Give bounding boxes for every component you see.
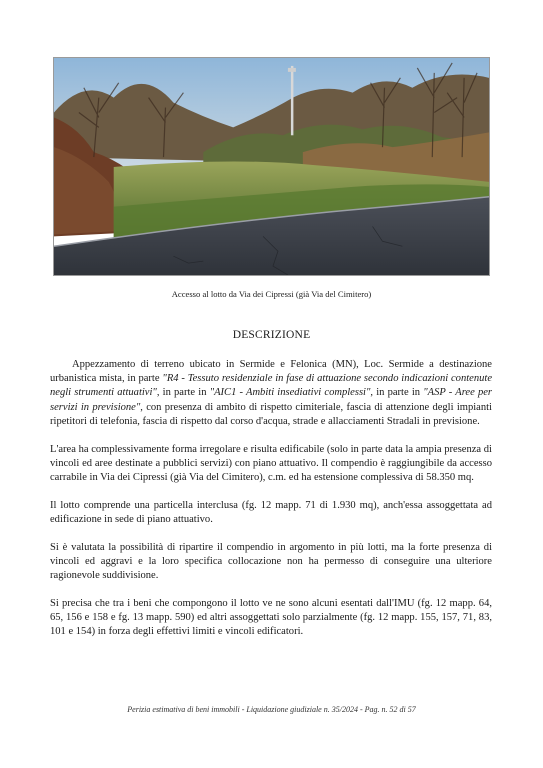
paragraph-parcel: Il lotto comprende una particella interclusa (fg. 12 mapp. 71 di 1.930 mq), anch'essa assoggettata ad edificazione in sede di piano attuativo. bbox=[50, 499, 492, 525]
description-body bbox=[50, 358, 492, 653]
landscape-photo bbox=[54, 58, 489, 275]
paragraph-imu: Si precisa che tra i beni che compongono il lotto ve ne sono alcuni esentati dall'IMU (fg. 12 mapp. 64, 65, 156 e 158 e fg. 13 mapp. 590) ed altri assoggettati solo parzialmente (fg. 12 mapp. 155, 157, 71, 83, 101 e 154) in forza degli effettivi limiti e vincoli edificatori. bbox=[50, 597, 492, 638]
paragraph-location: Appezzamento di terreno ubicato in Sermide e Felonica (MN), Loc. Sermide a destinazione urbanistica mista, in parte "R4 - Tessuto residenziale in fase di attuazione secondo indicazioni contenute negli strumenti attuativi", in parte in "AIC1 - Ambiti insediativi complessi", in parte in "ASP - Aree per servizi in previsione", con presenza di ambito di rispetto cimiteriale, fascia di attenzione degli impianti ripetitori di telefonia, fascia di rispetto dal corso d'acqua, strade e allacciamenti Stradali in previsione. bbox=[50, 359, 493, 427]
page-footer: Perizia estimativa di beni immobili - Liquidazione giudiziale n. 35/2024 - Pag. n. 52 di 57 bbox=[127, 705, 416, 714]
paragraph-area: L'area ha complessivamente forma irregolare e risulta edificabile (solo in parte data la ampia presenza di vincoli ed aree destinate a pubblici servizi) con piano attuativo. Il compendio è raggiungibile da accesso carrabile in Via dei Cipressi (già Via del Cimitero), c.m. ed ha estensione complessiva di 58.350 mq. bbox=[50, 443, 492, 483]
site-photo bbox=[53, 57, 490, 276]
photo-caption: Accesso al lotto da Via dei Cipressi (già Via del Cimitero) bbox=[171, 289, 372, 299]
paragraph-lots: Si è valutata la possibilità di ripartire il compendio in argomento in più lotti, ma la forte presenza di vincoli ed aggravi e la loro specifica collocazione non ha permesso di conseguire una ulteriore ragionevole suddivisione. bbox=[50, 541, 492, 581]
section-heading: DESCRIZIONE bbox=[232, 329, 311, 341]
